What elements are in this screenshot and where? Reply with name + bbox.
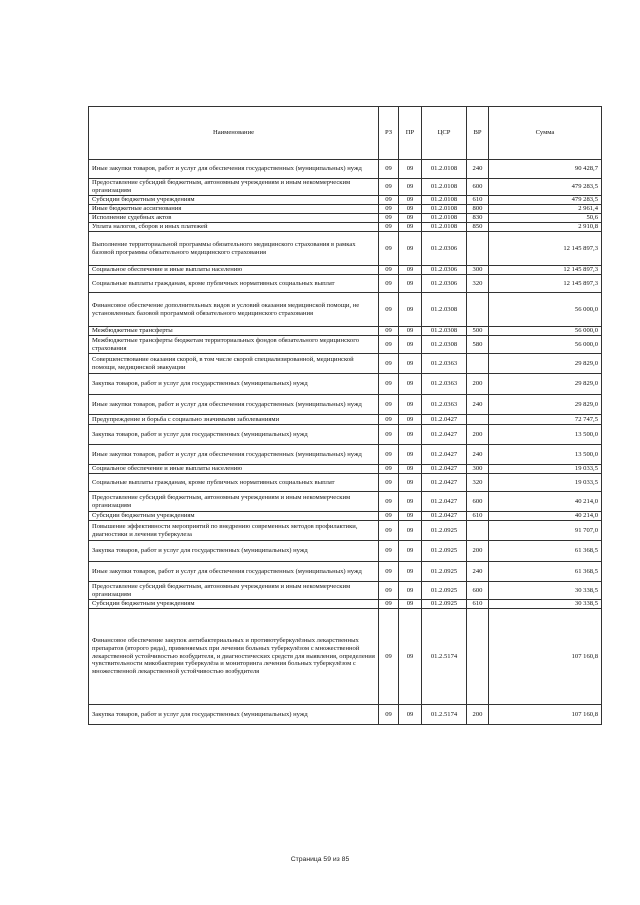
cell-rz: 09 [379, 327, 399, 336]
cell-csr: 01.2.0427 [422, 425, 467, 445]
cell-rz: 09 [379, 492, 399, 512]
cell-rz: 09 [379, 541, 399, 562]
cell-csr: 01.2.0427 [422, 445, 467, 465]
cell-vr: 610 [467, 512, 489, 521]
cell-sum: 29 829,0 [489, 374, 602, 395]
cell-sum: 13 500,0 [489, 445, 602, 465]
cell-sum: 19 033,5 [489, 474, 602, 492]
cell-vr: 300 [467, 465, 489, 474]
table-row [89, 354, 602, 374]
cell-pr: 09 [399, 293, 422, 327]
cell-pr: 09 [399, 600, 422, 609]
cell-csr: 01.2.0925 [422, 600, 467, 609]
table-row [89, 562, 602, 582]
cell-name: Предупреждение и борьба с социально значимыми заболеваниями [89, 415, 379, 425]
cell-name: Социальное обеспечение и иные выплаты населению [89, 465, 379, 474]
cell-vr [467, 609, 489, 705]
cell-name: Повышение эффективности мероприятий по внедрению современных методов профилактики, диагностики и лечения туберкулеза [89, 521, 379, 541]
cell-name: Предоставление субсидий бюджетным, автономным учреждениям и иным некоммерческим организациям [89, 582, 379, 600]
cell-name: Финансовое обеспечение дополнительных видов и условий оказания медицинской помощи, не установленных базовой программой обязательного медицинского страхования [89, 293, 379, 327]
cell-vr: 200 [467, 425, 489, 445]
cell-sum: 56 000,0 [489, 327, 602, 336]
table-row [89, 293, 602, 327]
cell-vr: 200 [467, 541, 489, 562]
table-row [89, 492, 602, 512]
cell-pr: 09 [399, 521, 422, 541]
cell-csr: 01.2.0363 [422, 354, 467, 374]
cell-rz: 09 [379, 609, 399, 705]
cell-vr: 240 [467, 562, 489, 582]
cell-rz: 09 [379, 354, 399, 374]
cell-sum: 19 033,5 [489, 465, 602, 474]
cell-sum: 12 145 897,3 [489, 275, 602, 293]
cell-pr: 09 [399, 327, 422, 336]
cell-pr: 09 [399, 374, 422, 395]
cell-vr: 850 [467, 223, 489, 232]
cell-rz: 09 [379, 196, 399, 205]
cell-rz: 09 [379, 512, 399, 521]
cell-vr [467, 354, 489, 374]
cell-name: Иные закупки товаров, работ и услуг для обеспечения государственных (муниципальных) нужд [89, 160, 379, 179]
table-row [89, 445, 602, 465]
table-row [89, 609, 602, 705]
cell-csr: 01.2.0306 [422, 232, 467, 266]
cell-name: Социальные выплаты гражданам, кроме публичных нормативных социальных выплат [89, 275, 379, 293]
cell-rz: 09 [379, 562, 399, 582]
cell-csr: 01.2.0108 [422, 196, 467, 205]
cell-sum: 30 338,5 [489, 600, 602, 609]
cell-name: Закупка товаров, работ и услуг для государственных (муниципальных) нужд [89, 541, 379, 562]
cell-csr: 01.2.0427 [422, 415, 467, 425]
table-row [89, 425, 602, 445]
cell-pr: 09 [399, 492, 422, 512]
cell-rz: 09 [379, 600, 399, 609]
cell-pr: 09 [399, 562, 422, 582]
cell-sum: 30 338,5 [489, 582, 602, 600]
cell-pr: 09 [399, 214, 422, 223]
cell-pr: 09 [399, 395, 422, 415]
cell-name: Социальные выплаты гражданам, кроме публичных нормативных социальных выплат [89, 474, 379, 492]
cell-pr: 09 [399, 425, 422, 445]
table-row [89, 160, 602, 179]
cell-rz: 09 [379, 160, 399, 179]
cell-sum: 56 000,0 [489, 293, 602, 327]
cell-pr: 09 [399, 415, 422, 425]
cell-vr: 240 [467, 395, 489, 415]
cell-vr: 580 [467, 336, 489, 354]
cell-name: Межбюджетные трансферты [89, 327, 379, 336]
cell-name: Межбюджетные трансферты бюджетам территориальных фондов обязательного медицинского страхования [89, 336, 379, 354]
cell-name: Закупка товаров, работ и услуг для государственных (муниципальных) нужд [89, 425, 379, 445]
table-row [89, 179, 602, 196]
cell-pr: 09 [399, 336, 422, 354]
cell-csr: 01.2.0925 [422, 521, 467, 541]
cell-pr: 09 [399, 582, 422, 600]
cell-name: Субсидии бюджетным учреждениям [89, 196, 379, 205]
cell-sum: 56 000,0 [489, 336, 602, 354]
cell-rz: 09 [379, 445, 399, 465]
cell-sum: 13 500,0 [489, 425, 602, 445]
cell-name: Социальное обеспечение и иные выплаты населению [89, 266, 379, 275]
cell-rz: 09 [379, 179, 399, 196]
cell-sum: 29 829,0 [489, 395, 602, 415]
cell-sum: 12 145 897,3 [489, 266, 602, 275]
table-row [89, 336, 602, 354]
header-sum: Сумма [489, 107, 602, 160]
cell-csr: 01.2.0363 [422, 395, 467, 415]
cell-csr: 01.2.0308 [422, 336, 467, 354]
cell-vr: 610 [467, 600, 489, 609]
table-row [89, 223, 602, 232]
cell-vr: 300 [467, 266, 489, 275]
cell-csr: 01.2.0427 [422, 465, 467, 474]
cell-pr: 09 [399, 160, 422, 179]
cell-name: Предоставление субсидий бюджетным, автономным учреждениям и иным некоммерческим организациям [89, 492, 379, 512]
table-row [89, 275, 602, 293]
cell-rz: 09 [379, 293, 399, 327]
cell-sum: 40 214,0 [489, 492, 602, 512]
cell-pr: 09 [399, 354, 422, 374]
cell-sum: 61 368,5 [489, 562, 602, 582]
cell-vr: 830 [467, 214, 489, 223]
cell-pr: 09 [399, 445, 422, 465]
cell-vr: 800 [467, 205, 489, 214]
cell-rz: 09 [379, 465, 399, 474]
table-row [89, 374, 602, 395]
cell-sum: 2 961,4 [489, 205, 602, 214]
cell-pr: 09 [399, 223, 422, 232]
cell-name: Иные закупки товаров, работ и услуг для обеспечения государственных (муниципальных) нужд [89, 562, 379, 582]
page-number: Страница 59 из 85 [290, 856, 350, 863]
cell-rz: 09 [379, 521, 399, 541]
table-header-row [89, 107, 602, 160]
table-row [89, 266, 602, 275]
cell-vr: 200 [467, 374, 489, 395]
cell-sum: 90 428,7 [489, 160, 602, 179]
cell-rz: 09 [379, 425, 399, 445]
cell-rz: 09 [379, 374, 399, 395]
cell-vr: 500 [467, 327, 489, 336]
table-row [89, 512, 602, 521]
cell-rz: 09 [379, 415, 399, 425]
table-row [89, 521, 602, 541]
table-row [89, 600, 602, 609]
cell-sum: 91 707,0 [489, 521, 602, 541]
cell-csr: 01.2.0108 [422, 160, 467, 179]
cell-vr [467, 415, 489, 425]
cell-csr: 01.2.0108 [422, 223, 467, 232]
table-row [89, 415, 602, 425]
cell-csr: 01.2.0925 [422, 582, 467, 600]
cell-csr: 01.2.5174 [422, 609, 467, 705]
cell-name: Иные бюджетные ассигнования [89, 205, 379, 214]
header-name: Наименование [89, 107, 379, 160]
cell-csr: 01.2.0108 [422, 205, 467, 214]
cell-name: Закупка товаров, работ и услуг для государственных (муниципальных) нужд [89, 705, 379, 725]
cell-name: Субсидии бюджетным учреждениям [89, 512, 379, 521]
cell-vr: 610 [467, 196, 489, 205]
table-row [89, 214, 602, 223]
table-row [89, 582, 602, 600]
table-row [89, 327, 602, 336]
table-row [89, 205, 602, 214]
cell-vr: 240 [467, 160, 489, 179]
cell-rz: 09 [379, 205, 399, 214]
cell-csr: 01.2.0925 [422, 541, 467, 562]
cell-rz: 09 [379, 582, 399, 600]
cell-name: Совершенствование оказания скорой, в том числе скорой специализированной, медицинской помощи, медицинской эвакуации [89, 354, 379, 374]
cell-csr: 01.2.0108 [422, 179, 467, 196]
cell-vr: 600 [467, 492, 489, 512]
cell-rz: 09 [379, 232, 399, 266]
header-csr: ЦСР [422, 107, 467, 160]
cell-pr: 09 [399, 512, 422, 521]
cell-sum: 61 368,5 [489, 541, 602, 562]
cell-vr: 600 [467, 582, 489, 600]
cell-sum: 479 283,5 [489, 179, 602, 196]
cell-name: Субсидии бюджетным учреждениям [89, 600, 379, 609]
cell-sum: 107 160,8 [489, 609, 602, 705]
cell-sum: 2 910,8 [489, 223, 602, 232]
cell-rz: 09 [379, 266, 399, 275]
table-row [89, 705, 602, 725]
cell-name: Предоставление субсидий бюджетным, автономным учреждениям и иным некоммерческим организациям [89, 179, 379, 196]
cell-name: Иные закупки товаров, работ и услуг для обеспечения государственных (муниципальных) нужд [89, 445, 379, 465]
cell-vr: 600 [467, 179, 489, 196]
cell-vr [467, 293, 489, 327]
cell-rz: 09 [379, 395, 399, 415]
header-pr: ПР [399, 107, 422, 160]
cell-csr: 01.2.0108 [422, 214, 467, 223]
cell-name: Выполнение территориальной программы обязательного медицинского страхования в рамках базовой программы обязательного медицинского страхования [89, 232, 379, 266]
cell-name: Уплата налогов, сборов и иных платежей [89, 223, 379, 232]
cell-sum: 50,6 [489, 214, 602, 223]
cell-csr: 01.2.0306 [422, 275, 467, 293]
cell-name: Иные закупки товаров, работ и услуг для обеспечения государственных (муниципальных) нужд [89, 395, 379, 415]
cell-pr: 09 [399, 196, 422, 205]
table-body [89, 160, 602, 725]
cell-csr: 01.2.0427 [422, 474, 467, 492]
cell-sum: 72 747,5 [489, 415, 602, 425]
table-row [89, 465, 602, 474]
cell-pr: 09 [399, 205, 422, 214]
cell-rz: 09 [379, 705, 399, 725]
cell-sum: 29 829,0 [489, 354, 602, 374]
cell-vr [467, 521, 489, 541]
cell-name: Исполнение судебных актов [89, 214, 379, 223]
table-row [89, 541, 602, 562]
cell-rz: 09 [379, 214, 399, 223]
cell-name: Финансовое обеспечение закупок антибактериальных и противотуберкулёзных лекарственных препаратов (второго ряда), применяемых при лечении больных туберкулёзом с множественной лекарственной устойчивостью возбудителя, и диагностических средств для выявления, определения чувствительности микобактерии туберкулёза и мониторинга лечения больных туберкулёзом с множественной лекарственной устойчивостью возбудителя [89, 609, 379, 705]
cell-pr: 09 [399, 232, 422, 266]
cell-rz: 09 [379, 474, 399, 492]
cell-pr: 09 [399, 474, 422, 492]
table-row [89, 474, 602, 492]
cell-csr: 01.2.0925 [422, 562, 467, 582]
cell-pr: 09 [399, 179, 422, 196]
table-row [89, 232, 602, 266]
cell-vr: 320 [467, 474, 489, 492]
cell-pr: 09 [399, 266, 422, 275]
cell-csr: 01.2.5174 [422, 705, 467, 725]
cell-rz: 09 [379, 275, 399, 293]
cell-sum: 12 145 897,3 [489, 232, 602, 266]
cell-pr: 09 [399, 275, 422, 293]
budget-table [88, 106, 602, 725]
cell-csr: 01.2.0363 [422, 374, 467, 395]
cell-vr: 240 [467, 445, 489, 465]
cell-vr: 200 [467, 705, 489, 725]
table-row [89, 395, 602, 415]
cell-csr: 01.2.0308 [422, 327, 467, 336]
cell-sum: 479 283,5 [489, 196, 602, 205]
cell-pr: 09 [399, 705, 422, 725]
cell-sum: 40 214,0 [489, 512, 602, 521]
cell-csr: 01.2.0306 [422, 266, 467, 275]
cell-pr: 09 [399, 465, 422, 474]
header-vr: ВР [467, 107, 489, 160]
cell-sum: 107 160,8 [489, 705, 602, 725]
cell-vr [467, 232, 489, 266]
cell-csr: 01.2.0308 [422, 293, 467, 327]
cell-name: Закупка товаров, работ и услуг для государственных (муниципальных) нужд [89, 374, 379, 395]
header-rz: РЗ [379, 107, 399, 160]
cell-vr: 320 [467, 275, 489, 293]
cell-csr: 01.2.0427 [422, 512, 467, 521]
cell-csr: 01.2.0427 [422, 492, 467, 512]
cell-pr: 09 [399, 541, 422, 562]
cell-rz: 09 [379, 223, 399, 232]
table-row [89, 196, 602, 205]
cell-pr: 09 [399, 609, 422, 705]
cell-rz: 09 [379, 336, 399, 354]
